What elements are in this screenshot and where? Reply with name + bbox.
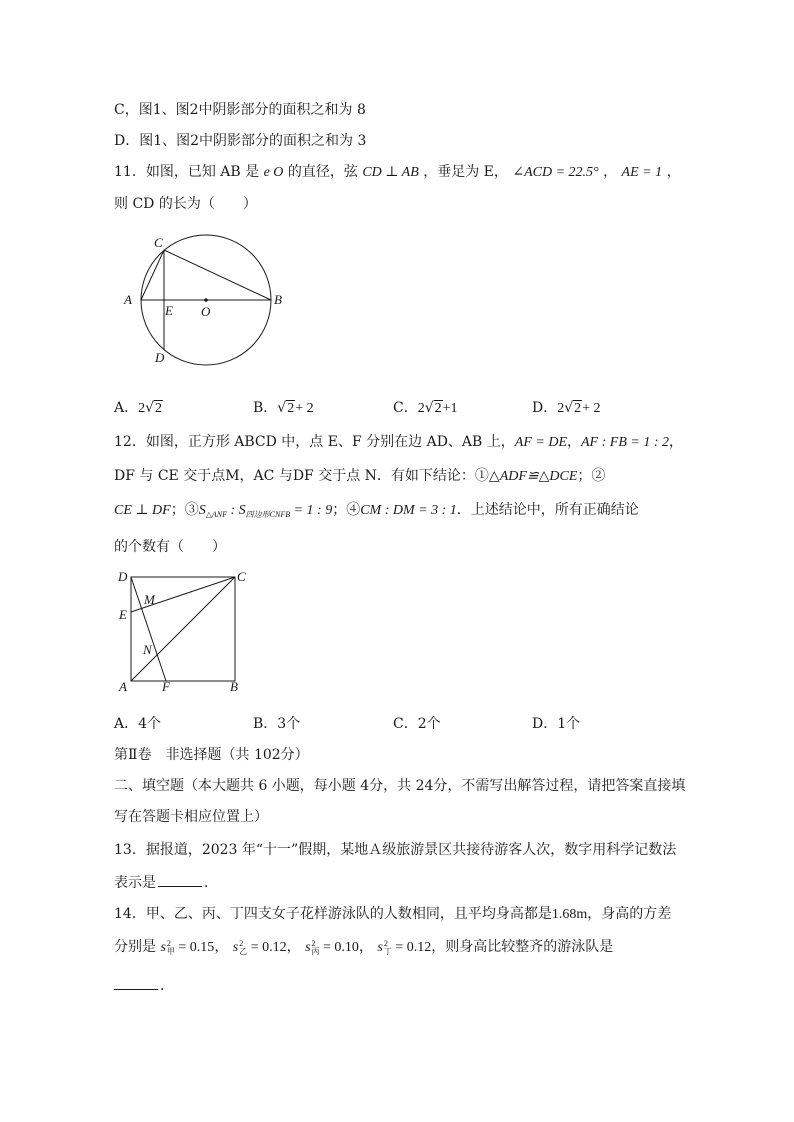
q11-circle-symbol: e O bbox=[263, 165, 284, 180]
tail: + 2 bbox=[582, 401, 601, 416]
q14-text: ，身高的方差 bbox=[587, 906, 672, 922]
q11-option-b: B．√2+ 2 bbox=[253, 400, 314, 416]
q11-angle: ∠ACD = 22.5° bbox=[512, 165, 599, 180]
q12-congruence: △ADF≌△DCE bbox=[488, 469, 578, 484]
q12-af-de: AF = DE bbox=[514, 435, 567, 450]
radicand: 2 bbox=[434, 401, 442, 416]
variance-jia: s2 甲 = 0.15 bbox=[160, 938, 215, 956]
tail: + 2 bbox=[295, 401, 314, 416]
answer-blank bbox=[158, 872, 202, 887]
variance-yi: s2 乙 = 0.12 bbox=[232, 938, 287, 956]
q14-stem-line3 bbox=[114, 975, 174, 996]
q14-text: 分别是 bbox=[114, 939, 156, 955]
part2-title: 第Ⅱ卷 非选择题（共 102分） bbox=[114, 747, 309, 763]
q11-ae-length: AE = 1 bbox=[621, 165, 663, 180]
q13-stem-line2 bbox=[114, 872, 218, 893]
option-d-previous: D．图1、图2中阴影部分的面积之和为 3 bbox=[114, 133, 367, 149]
q12-text: 12．如图，正方形 ABCD 中，点 E、F 分别在边 AD、AB 上， bbox=[114, 434, 515, 450]
q14-text: ， bbox=[286, 939, 301, 955]
answer-blank bbox=[114, 975, 158, 990]
coefficient: 2 bbox=[417, 401, 425, 416]
label-f: F bbox=[162, 679, 170, 694]
q12-text: ；② bbox=[577, 468, 606, 484]
segment-ac bbox=[141, 250, 164, 300]
q14-stem-line1 bbox=[114, 904, 671, 925]
label-n: N bbox=[143, 642, 152, 657]
q14-text: 14．甲、乙、丙、丁四支女子花样游泳队的人数相同，且平均身高都是 bbox=[114, 906, 552, 922]
q12-text: ；③ bbox=[170, 502, 199, 518]
q13-stem-line1: 13．据报道，2023 年“十一”假期，某地Ａ级旅游景区共接待游客人次，数字用科学记数法 bbox=[114, 842, 677, 858]
option-label: B． bbox=[253, 400, 278, 416]
coefficient: 2 bbox=[138, 401, 146, 416]
label-a: A bbox=[124, 292, 132, 307]
label-d: D bbox=[155, 350, 165, 365]
label-m: M bbox=[144, 592, 155, 607]
variance-ding: s2 丁 = 0.12 bbox=[377, 938, 432, 956]
q14-stem-line2 bbox=[114, 937, 613, 958]
q11-text: 的直径，弦 bbox=[287, 164, 358, 180]
q12-ratio: AF : FB = 1 : 2 bbox=[581, 435, 669, 450]
coefficient: 2 bbox=[557, 401, 565, 416]
option-label: A． bbox=[114, 400, 139, 416]
q12-text: ；④ bbox=[332, 502, 361, 518]
q12-text: DF 与 CE 交于点M，AC 与DF 交于点 N．有如下结论：① bbox=[114, 468, 489, 484]
q12-stem-line2 bbox=[114, 466, 605, 487]
label-c: C bbox=[154, 235, 163, 250]
q14-text: ，则身高比较整齐的游泳队是 bbox=[431, 939, 614, 955]
q14-text: ． bbox=[160, 978, 174, 994]
q11-text: 11．如图，已知 AB 是 bbox=[114, 164, 260, 180]
q12-stem-line1 bbox=[114, 432, 683, 453]
section2-instructions-line2: 写在答题卡相应位置上） bbox=[114, 809, 268, 825]
variance-bing: s2 丙 = 0.10 bbox=[305, 938, 359, 956]
section2-instructions-line1: 二、填空题（本大题共 6 小题，每小题 4分，共 24分，不需写出解答过程，请把答案直接填 bbox=[114, 778, 686, 794]
q11-text: ，垂足为 E， bbox=[423, 164, 508, 180]
q11-text: ， bbox=[666, 164, 681, 180]
q11-stem-line1 bbox=[114, 162, 681, 183]
q13-text: 表示是 bbox=[114, 875, 156, 891]
label-a: A bbox=[119, 679, 127, 694]
q11-text: ， bbox=[603, 164, 618, 180]
label-d: D bbox=[118, 569, 128, 584]
q12-text: ．上述结论中，所有正确结论 bbox=[456, 502, 639, 518]
q12-option-a: A．4个 bbox=[114, 716, 162, 732]
q12-option-c: C．2个 bbox=[393, 716, 441, 732]
label-b: B bbox=[274, 292, 282, 307]
q12-stem-line4: 的个数有（ ） bbox=[114, 539, 226, 555]
label-c: C bbox=[237, 569, 246, 584]
label-o: O bbox=[201, 304, 211, 319]
option-c-previous: C，图1、图2中阴影部分的面积之和为 8 bbox=[114, 102, 366, 118]
q12-option-b: B．3个 bbox=[253, 716, 301, 732]
label-b: B bbox=[230, 679, 238, 694]
q12-area-ratio: $S_{\triangle ANF}$ : $S_{四边形CNFB} = 1$ : 9 bbox=[198, 503, 333, 519]
q11-stem-line2: 则 CD 的长为（ ） bbox=[114, 196, 257, 212]
q14-text: ， bbox=[358, 939, 373, 955]
option-label: D． bbox=[532, 400, 558, 416]
center-point bbox=[204, 298, 208, 302]
q12-stem-line3 bbox=[114, 500, 639, 525]
q11-perpendicular: CD ⊥ AB bbox=[362, 165, 419, 180]
q12-square-figure bbox=[114, 566, 254, 696]
q12-cm-dm: CM : DM = 3 : 1 bbox=[360, 503, 457, 518]
radicand: 2 bbox=[155, 401, 163, 416]
q11-option-d: D．2√2+ 2 bbox=[532, 400, 601, 416]
option-label: C． bbox=[393, 400, 418, 416]
radicand: 2 bbox=[574, 401, 582, 416]
radicand: 2 bbox=[287, 401, 295, 416]
q11-option-c: C．2√2+1 bbox=[393, 400, 458, 416]
q12-option-d: D．1个 bbox=[532, 716, 581, 732]
tail: +1 bbox=[442, 401, 458, 416]
q14-text: ， bbox=[214, 939, 229, 955]
q12-perpendicular: CE ⊥ DF bbox=[114, 503, 171, 518]
label-e: E bbox=[119, 607, 127, 622]
q11-circle-figure bbox=[118, 228, 298, 368]
label-e: E bbox=[165, 303, 173, 318]
q12-text: ， bbox=[567, 434, 581, 450]
q14-height: 1.68m bbox=[551, 907, 588, 922]
q13-text: ． bbox=[204, 875, 218, 891]
q12-text: ， bbox=[668, 434, 683, 450]
q11-option-a: A．2√2 bbox=[114, 400, 163, 416]
